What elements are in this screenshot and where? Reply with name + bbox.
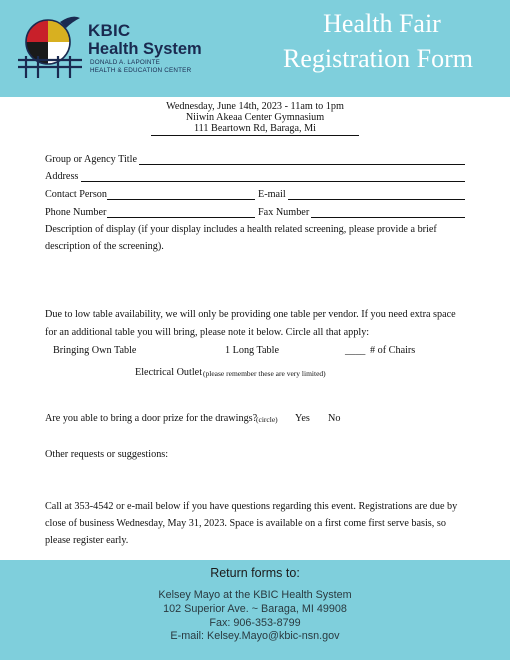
phone-number-label: Phone Number [45,207,107,218]
event-address: 111 Beartown Rd, Baraga, Mi [193,123,317,134]
return-address: 102 Superior Ave. ~ Baraga, MI 49908 [163,603,347,615]
door-prize-no[interactable]: No [328,413,341,424]
return-email[interactable]: E-mail: Kelsey.Mayo@kbic-nsn.gov [170,630,340,642]
brand-center-type: HEALTH & EDUCATION CENTER [90,67,192,74]
return-fax: Fax: 906-353-8799 [209,617,301,629]
brand-subtitle: Health System [88,40,202,58]
event-underline [151,135,359,136]
option-own-table[interactable]: Bringing Own Table [53,345,137,356]
phone-number-field[interactable] [107,217,255,218]
event-venue: Niiwin Akeaa Center Gymnasium [185,112,325,123]
fax-number-field[interactable] [311,217,465,218]
closing-note-line2: close of business Wednesday, May 31, 2023. Space is available on a first come first serve basis, so [45,518,446,529]
door-prize-circle-note: (circle) [256,415,278,424]
option-chairs-label: # of Chairs [370,345,416,356]
page-title-line2: Registration Form [283,44,473,73]
option-long-table[interactable]: 1 Long Table [225,345,279,356]
group-agency-field[interactable] [139,164,465,165]
door-prize-yes[interactable]: Yes [295,413,310,424]
description-instructions-line1: Description of display (if your display includes a health related screening, please provide a brief [45,224,437,235]
return-forms-heading: Return forms to: [210,566,300,580]
door-prize-question: Are you able to bring a door prize for the drawings? [45,413,258,424]
closing-note-line1: Call at 353-4542 or e-mail below if you have questions regarding this event. Registrations are due by [45,501,458,512]
contact-person-field[interactable] [107,199,255,200]
email-label: E-mail [258,189,286,200]
group-agency-label: Group or Agency Title [45,154,137,165]
table-note-line1: Due to low table availability, we will only be providing one table per vendor. If you need extra space [45,309,456,320]
closing-note-line3: please register early. [45,535,129,546]
chairs-count-blank[interactable]: ____ [345,345,366,356]
event-date-time: Wednesday, June 14th, 2023 - 11am to 1pm [166,101,344,112]
electrical-outlet-note: (please remember these are very limited) [203,369,326,378]
option-electrical-outlet[interactable]: Electrical Outlet [135,367,203,378]
contact-person-label: Contact Person [45,189,107,200]
brand-name: KBIC [88,21,131,40]
address-label: Address [45,171,79,182]
description-instructions-line2: description of the screening). [45,241,164,252]
address-field[interactable] [81,181,465,182]
fax-number-label: Fax Number [258,207,310,218]
kbic-medicine-wheel-logo [16,12,86,80]
email-field[interactable] [288,199,465,200]
other-requests-label: Other requests or suggestions: [45,449,169,460]
table-note-line2: for an additional table you will bring, please note it below. Circle all that apply: [45,327,370,338]
brand-center-name: DONALD A. LAPOINTE [90,59,161,66]
page-title-line1: Health Fair [323,9,441,38]
return-contact-name: Kelsey Mayo at the KBIC Health System [158,589,352,601]
